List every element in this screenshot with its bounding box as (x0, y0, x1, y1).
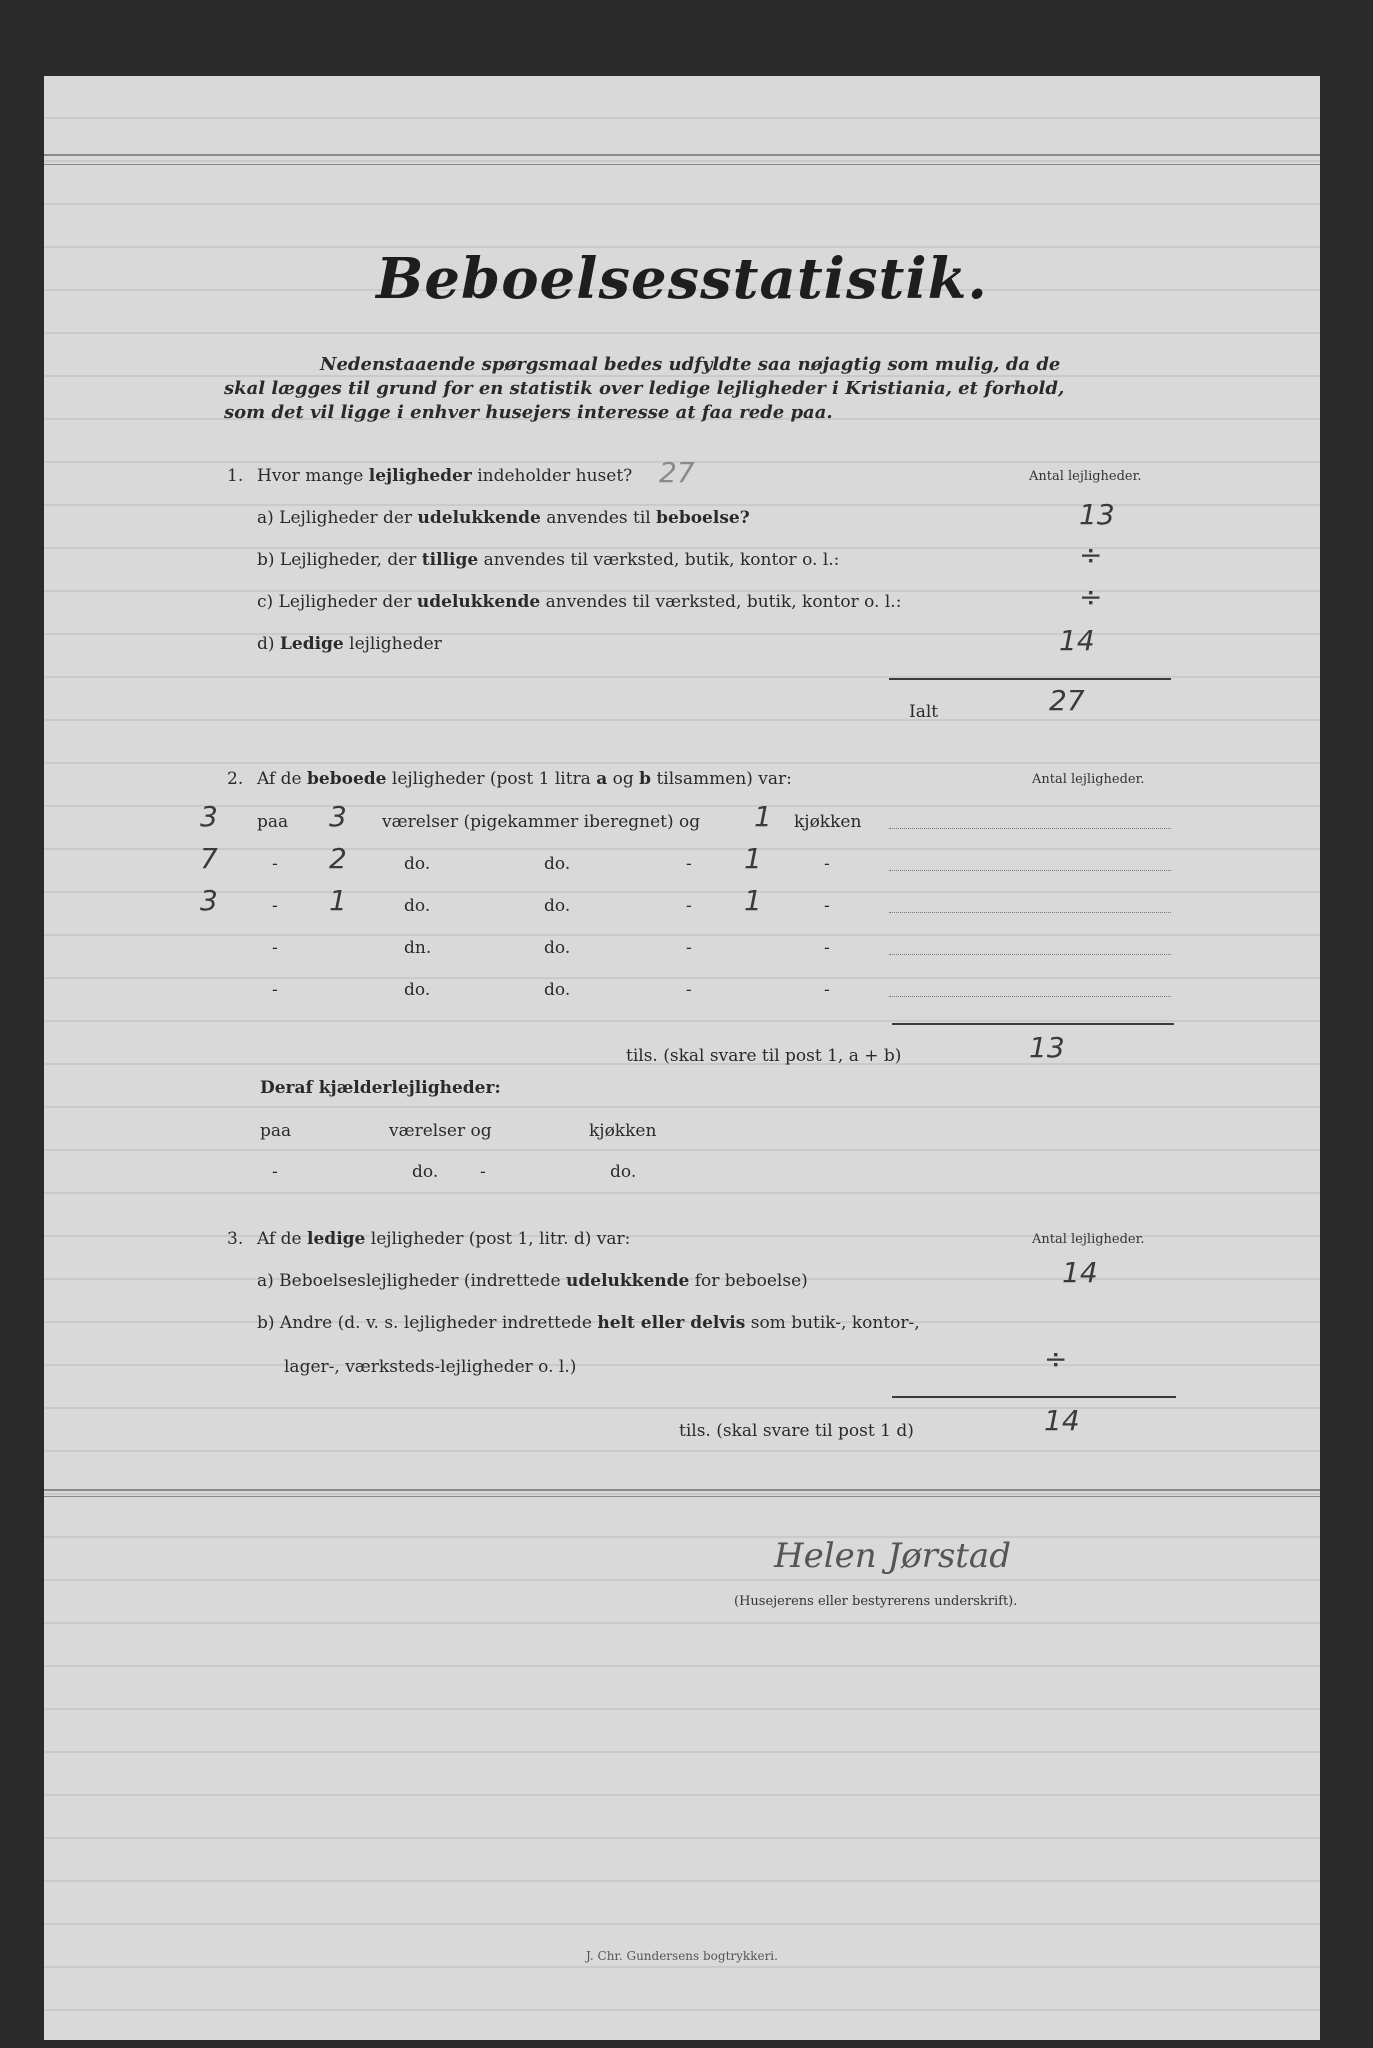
q3-tils-value: 14 (1044, 1404, 1080, 1437)
q2-row-kitchen-label: - (824, 938, 830, 958)
q2-sum-rule (892, 1023, 1174, 1025)
q2-row-kitchens: 1 (754, 800, 772, 833)
q2-row-answer-line (889, 954, 1171, 955)
q2-row-do: do. (544, 854, 571, 874)
q1-item-c-value: ÷ (1079, 580, 1103, 613)
q2-tils-value: 13 (1029, 1031, 1065, 1064)
printer-credit: J. Chr. Gundersens bogtrykkeri. (586, 1949, 778, 1963)
q2-row-paa: - (272, 854, 278, 874)
q2-row-rooms: 1 (329, 884, 347, 917)
q2-row-paa: - (272, 938, 278, 958)
q2-deraf-dash: - (480, 1162, 486, 1182)
q2-row-dash: - (686, 938, 692, 958)
intro-line-2: skal lægges til grund for en statistik over ledige lejligheder i Kristiania, et forhold, (224, 378, 1065, 399)
q2-row-answer-line (889, 912, 1171, 913)
q2-row-rooms: 2 (329, 842, 347, 875)
q2-column-header: Antal lejligheder. (1032, 772, 1145, 787)
q2-deraf-kitchen-label: kjøkken (589, 1121, 657, 1141)
form-sheet (44, 76, 1320, 2040)
q2-row-paa: - (272, 980, 278, 1000)
intro-line-3: som det vil ligge i enhver husejers interesse at faa rede paa. (224, 402, 833, 423)
q3-item-b-value: ÷ (1044, 1342, 1068, 1375)
q2-deraf-paa: - (272, 1162, 278, 1182)
q2-row-rooms-label: do. (404, 896, 431, 916)
q2-row-count: 3 (200, 884, 218, 917)
q2-row-answer-line (889, 870, 1171, 871)
q2-row-do: do. (544, 980, 571, 1000)
q3-tils-label: tils. (skal svare til post 1 d) (679, 1421, 914, 1441)
q2-row-paa: - (272, 896, 278, 916)
rule-line (44, 1489, 1320, 1491)
rule-line (44, 164, 1320, 165)
rule-line (44, 1496, 1320, 1497)
q2-row-count: 3 (200, 800, 218, 833)
q2-row-answer-line (889, 828, 1171, 829)
q2-row-kitchens: 1 (744, 884, 762, 917)
q2-row-kitchen-label: kjøkken (794, 812, 862, 832)
q1-item-a-value: 13 (1079, 498, 1115, 531)
signature: Helen Jørstad (774, 1536, 1011, 1576)
q1-total-value: 27 (1049, 684, 1085, 717)
page-title: Beboelsesstatistik. (376, 246, 988, 312)
q2-row-rooms-label: do. (404, 854, 431, 874)
q1-answer: 27 (659, 456, 695, 489)
q2-deraf-rooms-label: værelser og (389, 1121, 492, 1141)
q2-row-dash: - (686, 980, 692, 1000)
rule-line (44, 154, 1320, 156)
q2-row-paa: paa (257, 812, 289, 832)
intro-line-1: Nedenstaaende spørgsmaal bedes udfyldte saa nøjagtig som mulig, da de (320, 354, 1061, 375)
q2-row-do: do. (544, 938, 571, 958)
q3-column-header: Antal lejligheder. (1032, 1232, 1145, 1247)
q1-item-d: d) Ledige lejligheder (257, 634, 442, 654)
q2-row-rooms-label: værelser (pigekammer iberegnet) og (382, 812, 701, 832)
q3-item-b-line2: lager-, værksteds-lejligheder o. l.) (284, 1357, 577, 1377)
signature-caption: (Husejerens eller bestyrerens underskrift). (734, 1594, 1018, 1609)
q1-text: Hvor mange lejligheder indeholder huset? (257, 466, 633, 486)
q1-item-a: a) Lejligheder der udelukkende anvendes til beboelse? (257, 508, 750, 528)
q2-row-kitchens: 1 (744, 842, 762, 875)
q1-item-c: c) Lejligheder der udelukkende anvendes til værksted, butik, kontor o. l.: (257, 592, 902, 612)
q2-number: 2. (227, 769, 244, 789)
q2-row-answer-line (889, 996, 1171, 997)
q2-row-do: do. (544, 896, 571, 916)
q3-item-a: a) Beboelseslejligheder (indrettede udelukkende for beboelse) (257, 1271, 808, 1291)
q2-deraf-kitchen-label: do. (610, 1162, 637, 1182)
q1-item-d-value: 14 (1059, 624, 1095, 657)
q2-tils-label: tils. (skal svare til post 1, a + b) (626, 1046, 902, 1066)
q1-sum-rule (889, 678, 1171, 680)
q1-item-b-value: ÷ (1079, 538, 1103, 571)
q2-row-count: 7 (200, 842, 218, 875)
q1-total-label: Ialt (909, 702, 939, 722)
q2-text: Af de beboede lejligheder (post 1 litra a og b tilsammen) var: (257, 769, 792, 789)
q2-row-rooms-label: dn. (404, 938, 432, 958)
q2-deraf-rooms-label: do. (412, 1162, 439, 1182)
q2-row-kitchen-label: - (824, 980, 830, 1000)
q2-row-dash: - (686, 854, 692, 874)
q2-row-dash: - (686, 896, 692, 916)
q2-row-rooms: 3 (329, 800, 347, 833)
q3-item-b: b) Andre (d. v. s. lejligheder indrettede helt eller delvis som butik-, kontor-, (257, 1313, 920, 1333)
q2-row-rooms-label: do. (404, 980, 431, 1000)
q2-deraf-paa: paa (260, 1121, 292, 1141)
q3-text: Af de ledige lejligheder (post 1, litr. d) var: (257, 1229, 631, 1249)
q3-number: 3. (227, 1229, 244, 1249)
q2-row-kitchen-label: - (824, 854, 830, 874)
q2-row-kitchen-label: - (824, 896, 830, 916)
q3-sum-rule (892, 1396, 1176, 1398)
q1-number: 1. (227, 466, 244, 486)
q2-deraf-label: Deraf kjælderlejligheder: (260, 1078, 501, 1098)
q1-item-b: b) Lejligheder, der tillige anvendes til værksted, butik, kontor o. l.: (257, 550, 840, 570)
q3-item-a-value: 14 (1062, 1256, 1098, 1289)
q1-column-header: Antal lejligheder. (1029, 469, 1142, 484)
